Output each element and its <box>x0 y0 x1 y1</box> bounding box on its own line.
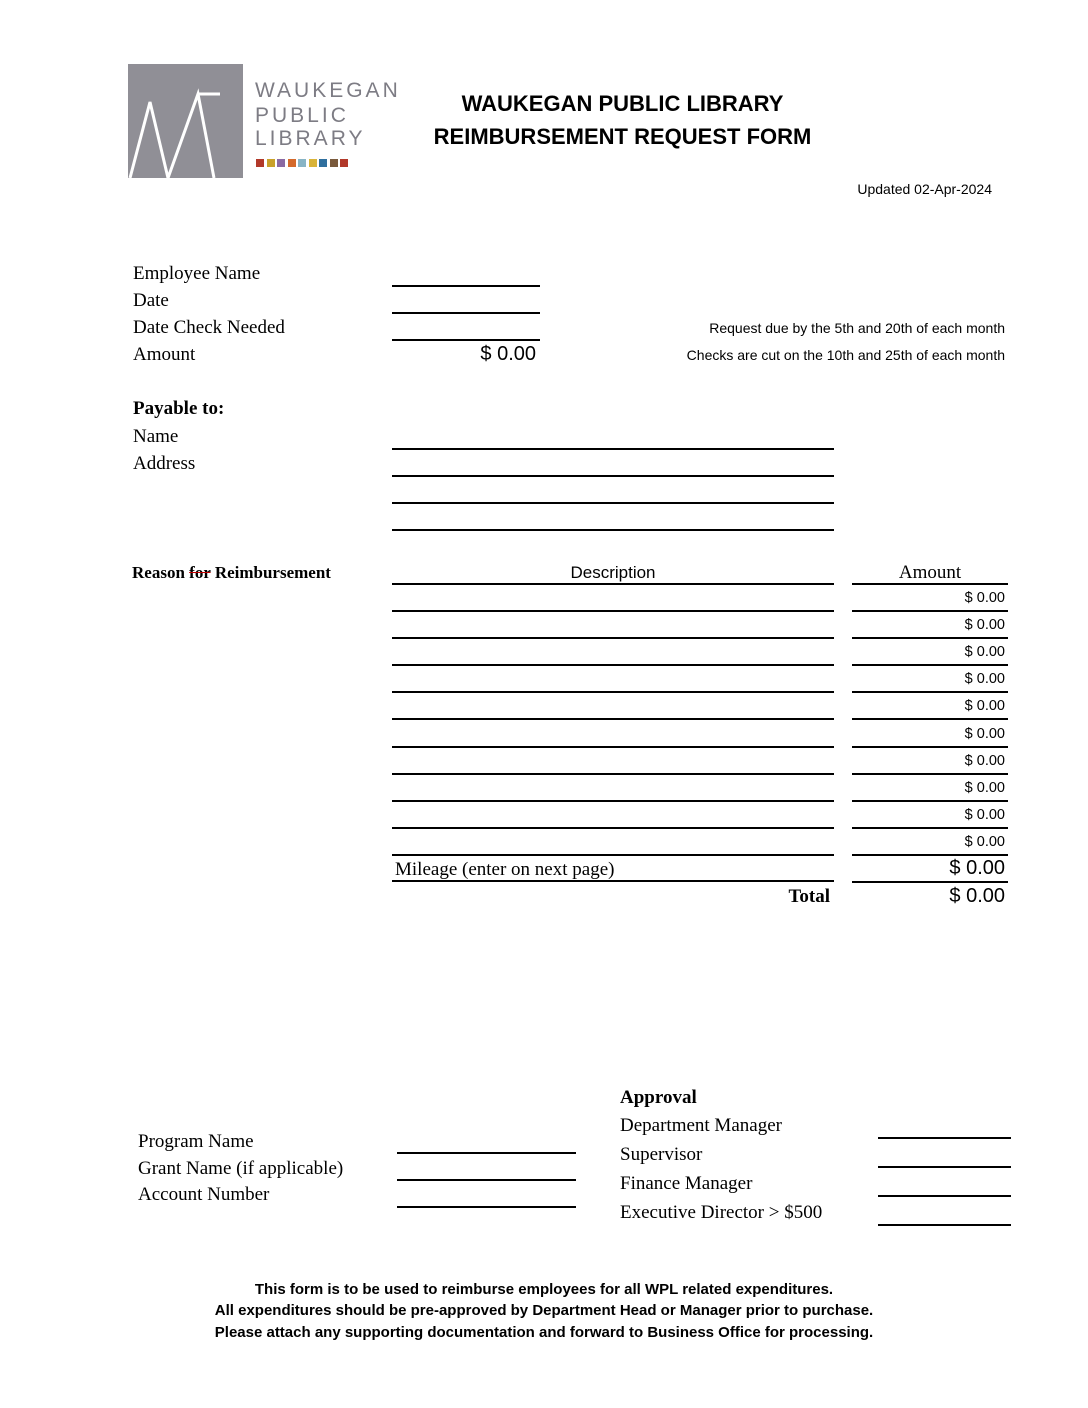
account-number-field[interactable] <box>397 1206 576 1208</box>
total-amount: $ 0.00 <box>949 885 1005 907</box>
row-amount[interactable]: $ 0.00 <box>964 726 1005 742</box>
description-row-field[interactable] <box>392 827 834 829</box>
logo-text-library: LIBRARY <box>255 127 366 150</box>
row-amount[interactable]: $ 0.00 <box>964 698 1005 714</box>
description-row-field[interactable] <box>392 800 834 802</box>
logo-square <box>340 159 348 167</box>
amount-row-rule <box>852 854 1008 856</box>
amount-row-rule <box>852 718 1008 720</box>
description-header-rule <box>392 583 834 585</box>
amount-row-rule <box>852 827 1008 829</box>
description-row-field[interactable] <box>392 610 834 612</box>
logo-square <box>298 159 306 167</box>
account-number-label: Account Number <box>138 1184 270 1205</box>
row-amount[interactable]: $ 0.00 <box>964 671 1005 687</box>
payee-address-label: Address <box>133 453 196 474</box>
executive-director-signature[interactable] <box>878 1224 1011 1226</box>
checks-cut-note: Checks are cut on the 10th and 25th of each month <box>686 347 1005 363</box>
logo-text-public: PUBLIC <box>255 104 349 127</box>
finance-manager-label: Finance Manager <box>620 1173 753 1194</box>
form-subtitle: REIMBURSEMENT REQUEST FORM <box>433 124 812 149</box>
payable-to-heading: Payable to: <box>133 398 225 419</box>
row-amount[interactable]: $ 0.00 <box>964 590 1005 606</box>
grant-name-field[interactable] <box>397 1179 576 1181</box>
supervisor-signature[interactable] <box>878 1166 1011 1168</box>
payee-name-label: Name <box>133 426 179 447</box>
grant-name-label: Grant Name (if applicable) <box>138 1158 344 1179</box>
supervisor-label: Supervisor <box>620 1144 703 1165</box>
mileage-label: Mileage (enter on next page) <box>395 859 615 880</box>
amount-row-rule <box>852 637 1008 639</box>
form-title: WAUKEGAN PUBLIC LIBRARY <box>461 91 784 116</box>
description-row-field[interactable] <box>392 691 834 693</box>
date-check-needed-label: Date Check Needed <box>133 317 285 338</box>
row-amount[interactable]: $ 0.00 <box>964 644 1005 660</box>
payee-address-field-2[interactable] <box>392 502 834 504</box>
employee-name-field[interactable] <box>392 285 540 287</box>
payee-address-field-1[interactable] <box>392 475 834 477</box>
date-check-needed-field[interactable] <box>392 339 540 341</box>
amount-value[interactable]: $ 0.00 <box>480 343 536 365</box>
logo-square <box>309 159 317 167</box>
program-name-label: Program Name <box>138 1131 254 1152</box>
request-due-note: Request due by the 5th and 20th of each month <box>709 320 1005 336</box>
payee-address-field-3[interactable] <box>392 529 834 531</box>
logo-mark <box>128 64 243 178</box>
logo-square <box>319 159 327 167</box>
amount-row-rule <box>852 746 1008 748</box>
executive-director-label: Executive Director > $500 <box>620 1202 823 1223</box>
description-row-field[interactable] <box>392 773 834 775</box>
program-name-field[interactable] <box>397 1152 576 1154</box>
description-row-field[interactable] <box>392 718 834 720</box>
department-manager-label: Department Manager <box>620 1115 782 1136</box>
amount-row-rule <box>852 800 1008 802</box>
amount-label: Amount <box>133 344 196 365</box>
date-label: Date <box>133 290 169 311</box>
amount-row-rule <box>852 773 1008 775</box>
amount-row-rule <box>852 610 1008 612</box>
logo-square <box>267 159 275 167</box>
employee-name-label: Employee Name <box>133 263 261 284</box>
description-row-field[interactable] <box>392 854 834 856</box>
description-header: Description <box>570 563 656 582</box>
logo-square <box>288 159 296 167</box>
row-amount[interactable]: $ 0.00 <box>964 834 1005 850</box>
finance-manager-signature[interactable] <box>878 1195 1011 1197</box>
row-amount[interactable]: $ 0.00 <box>964 617 1005 633</box>
row-amount[interactable]: $ 0.00 <box>964 807 1005 823</box>
footer-line-3: Please attach any supporting documentation and forward to Business Office for processing. <box>214 1324 874 1341</box>
logo-square <box>330 159 338 167</box>
mileage-amount[interactable]: $ 0.00 <box>949 857 1005 879</box>
description-row-field[interactable] <box>392 664 834 666</box>
logo-text-waukegan: WAUKEGAN <box>255 79 401 102</box>
description-row-field[interactable] <box>392 637 834 639</box>
logo-square <box>277 159 285 167</box>
reason-struck-word: for <box>189 563 211 582</box>
row-amount[interactable]: $ 0.00 <box>964 753 1005 769</box>
payee-name-field[interactable] <box>392 448 834 450</box>
footer-line-2: All expenditures should be pre-approved by Department Head or Manager prior to purchase. <box>214 1302 874 1319</box>
amount-header-rule <box>852 583 1008 585</box>
total-label: Total <box>788 886 830 907</box>
amount-header: Amount <box>898 562 962 583</box>
logo-square <box>256 159 264 167</box>
department-manager-signature[interactable] <box>878 1137 1011 1139</box>
row-amount[interactable]: $ 0.00 <box>964 780 1005 796</box>
amount-row-rule <box>852 691 1008 693</box>
updated-date: Updated 02-Apr-2024 <box>857 181 992 197</box>
description-row-field[interactable] <box>392 746 834 748</box>
amount-row-rule <box>852 664 1008 666</box>
logo-w-icon <box>128 64 243 178</box>
footer-line-1: This form is to be used to reimburse employees for all WPL related expenditures. <box>254 1281 834 1298</box>
reason-heading: Reason for Reimbursement <box>132 563 331 582</box>
mileage-rule <box>852 881 1008 883</box>
approval-heading: Approval <box>620 1087 697 1108</box>
date-field[interactable] <box>392 312 540 314</box>
